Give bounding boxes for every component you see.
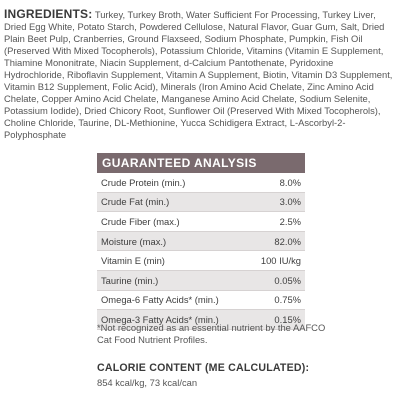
analysis-row-value: 3.0% — [247, 192, 305, 212]
analysis-row-value: 82.0% — [247, 231, 305, 251]
analysis-row-value: 0.75% — [247, 290, 305, 310]
analysis-row-label: Vitamin E (min) — [97, 251, 247, 271]
analysis-row-value: 8.0% — [247, 173, 305, 192]
calorie-content-value: 854 kcal/kg, 73 kcal/can — [97, 377, 198, 388]
aafco-footnote: *Not recognized as an essential nutrient by the AAFCO Cat Food Nutrient Profiles. — [97, 322, 326, 345]
analysis-row-label: Crude Fiber (max.) — [97, 212, 247, 232]
analysis-row-omega-6 — [97, 290, 305, 310]
analysis-row-crude-protein — [97, 173, 305, 192]
analysis-row-value: 100 IU/kg — [247, 251, 305, 271]
guaranteed-analysis-title: GUARANTEED ANALYSIS — [97, 153, 305, 173]
analysis-row-taurine — [97, 270, 305, 290]
analysis-row-label: Omega-6 Fatty Acids* (min.) — [97, 290, 247, 310]
ingredients-heading: INGREDIENTS: — [4, 7, 93, 21]
analysis-row-label: Moisture (max.) — [97, 231, 247, 251]
analysis-row-crude-fat — [97, 192, 305, 212]
analysis-row-label: Crude Protein (min.) — [97, 173, 247, 192]
analysis-row-moisture — [97, 231, 305, 251]
calorie-content-title: CALORIE CONTENT (ME CALCULATED): — [97, 362, 310, 374]
analysis-row-vitamin-e — [97, 251, 305, 271]
analysis-row-value: 0.15% — [247, 310, 305, 330]
guaranteed-analysis-table — [97, 173, 305, 330]
analysis-row-label: Omega-3 Fatty Acids* (min.) — [97, 310, 247, 330]
analysis-row-label: Taurine (min.) — [97, 270, 247, 290]
guaranteed-analysis-panel — [97, 153, 305, 330]
analysis-row-value: 0.05% — [247, 270, 305, 290]
analysis-row-crude-fiber — [97, 212, 305, 232]
ingredients-paragraph — [4, 8, 396, 141]
analysis-row-label: Crude Fat (min.) — [97, 192, 247, 212]
ingredients-text: Turkey, Turkey Broth, Water Sufficient For Processing, Turkey Liver, Dried Egg White, Potato Starch, Powdered Cellulose, Natural Flavor, Guar Gum, Salt, Dried Plain Beet Pulp, Cranberries, Ground Flaxseed, Sodium Phosphate, Pumpkin, Fish Oil (Preserved With Mixed Tocopherols), Potassium Chloride, Vitamins (Vitamin E Supplement, Thiamine Mononitrate, Niacin Supplement, d-Calcium Pantothenate, Pyridoxine Hydrochloride, Riboflavin Supplement, Vitamin A Supplement, Biotin, Vitamin D3 Supplement, Vitamin B12 Supplement, Folic Acid), Minerals (Iron Amino Acid Chelate, Zinc Amino Acid Chelate, Copper Amino Acid Chelate, Manganese Amino Acid Chelate, Sodium Selenite, Potassium Iodide), Dried Chicory Root, Sunflower Oil (Preserved With Mixed Tocopherols), Choline Chloride, Taurine, DL-Methionine, Yucca Schidigera Extract, L-Ascorbyl-2-Polyphosphate — [4, 9, 393, 140]
analysis-row-value: 2.5% — [247, 212, 305, 232]
